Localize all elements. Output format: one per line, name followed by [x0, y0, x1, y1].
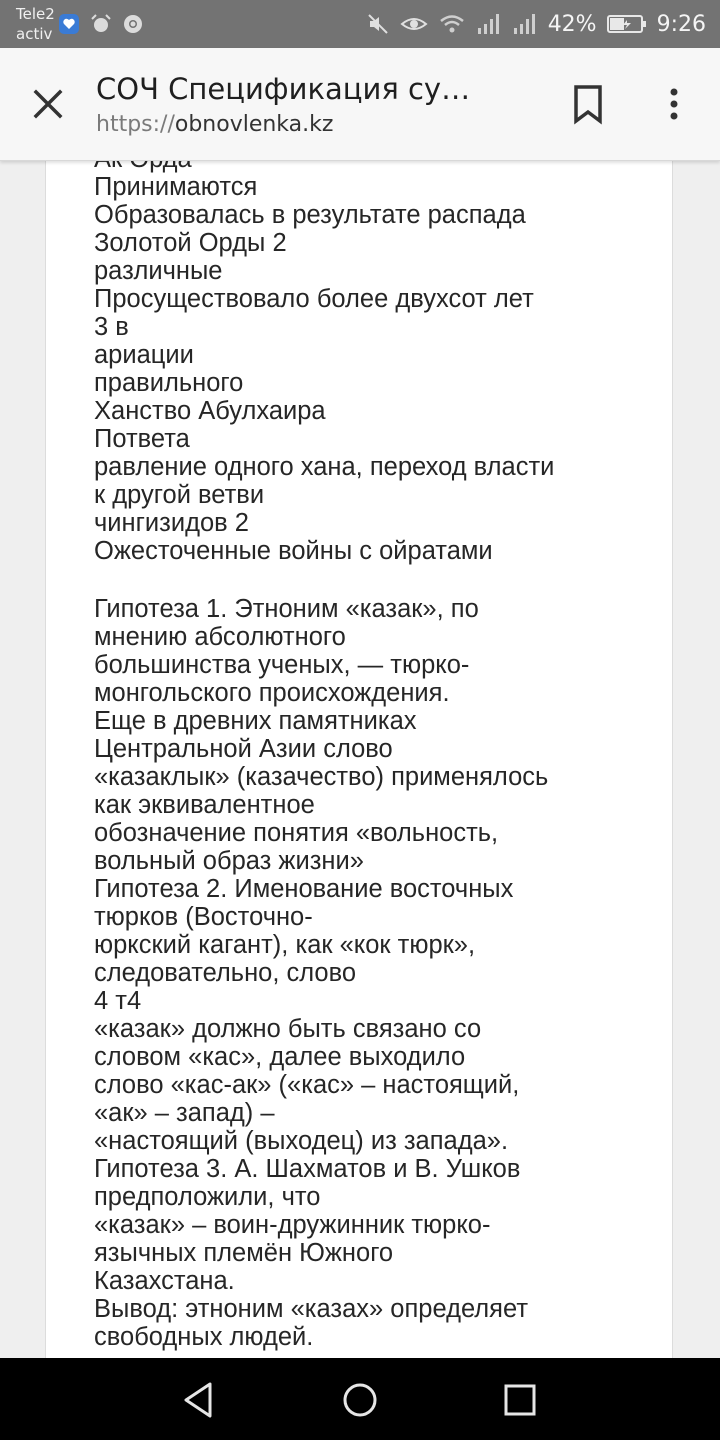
back-icon[interactable]	[178, 1378, 222, 1422]
url-display[interactable]	[96, 112, 333, 137]
text-line: Вывод: этноним «казах» определяет	[94, 1295, 528, 1323]
text-line: юркский кагант), как «кок тюрк»,	[94, 931, 476, 959]
document-text	[94, 145, 694, 1351]
text-line: «казак» должно быть связано со	[94, 1015, 482, 1043]
battery-percent: 42%	[547, 11, 597, 37]
battery-icon	[607, 12, 647, 36]
text-line: «казак» – воин-дружинник тюрко-	[94, 1211, 491, 1239]
status-right	[366, 0, 706, 48]
text-line: ариации	[94, 341, 194, 369]
text-line: к другой ветви	[94, 481, 265, 509]
notification-icons	[58, 13, 144, 35]
text-line: монгольского происхождения.	[94, 679, 450, 707]
carrier-name: Tele2	[16, 5, 55, 23]
url-host: obnovlenka.kz	[174, 112, 334, 137]
text-line: мнению абсолютного	[94, 623, 346, 651]
text-line: свободных людей.	[94, 1323, 314, 1351]
messenger-icon	[58, 13, 80, 35]
text-line: Принимаются	[94, 173, 258, 201]
text-line: Гипотеза 3. А. Шахматов и В. Ушков	[94, 1155, 521, 1183]
text-line: предположили, что	[94, 1183, 321, 1211]
text-line: тюрков (Восточно-	[94, 903, 313, 931]
text-line: равление одного хана, переход власти	[94, 453, 555, 481]
text-line	[94, 565, 694, 595]
eye-icon	[400, 12, 428, 36]
text-line: Казахстана.	[94, 1267, 235, 1295]
text-line: как эквивалентное	[94, 791, 315, 819]
wifi-icon	[438, 12, 466, 36]
text-line: Образовалась в результате распада	[94, 201, 526, 229]
clock: 9:26	[656, 11, 706, 37]
chrome-icon	[122, 13, 144, 35]
signal-icon	[476, 12, 502, 36]
text-line: следовательно, слово	[94, 959, 357, 987]
text-line: «настоящий (выходец) из запада».	[94, 1127, 509, 1155]
text-line: Гипотеза 1. Этноним «казак», по	[94, 595, 479, 623]
custom-tab-toolbar	[0, 48, 720, 161]
text-line: правильного	[94, 369, 244, 397]
recents-icon[interactable]	[498, 1378, 542, 1422]
text-line: Центральной Азии слово	[94, 735, 393, 763]
mute-icon	[366, 12, 390, 36]
text-line: слово «кас-ак» («кас» – настоящий,	[94, 1071, 520, 1099]
home-icon[interactable]	[338, 1378, 382, 1422]
text-line: 3 в	[94, 313, 129, 341]
navigation-bar	[0, 1358, 720, 1440]
bookmark-icon[interactable]	[568, 82, 608, 126]
text-line: «казаклык» (казачество) применялось	[94, 763, 549, 791]
close-icon[interactable]	[26, 82, 70, 126]
text-line: обозначение понятия «вольность,	[94, 819, 499, 847]
page-content[interactable]	[0, 160, 720, 1358]
page-title: СОЧ Спецификация су…	[96, 72, 471, 106]
text-line: Ожесточенные войны с ойратами	[94, 537, 493, 565]
text-line: большинства ученых, — тюрко-	[94, 651, 470, 679]
text-line: различные	[94, 257, 223, 285]
text-line: Еще в древних памятниках	[94, 707, 417, 735]
text-line: Золотой Орды 2	[94, 229, 287, 257]
text-line: Ханство Абулхаира	[94, 397, 326, 425]
text-line: язычных племён Южного	[94, 1239, 394, 1267]
carrier-status: activ	[16, 25, 53, 43]
text-line: чингизидов 2	[94, 509, 249, 537]
text-line: 4 т4	[94, 987, 142, 1015]
text-line: вольный образ жизни»	[94, 847, 364, 875]
url-protocol: https://	[96, 112, 175, 137]
text-line: словом «кас», далее выходило	[94, 1043, 466, 1071]
text-line: Пответа	[94, 425, 190, 453]
text-line: Просуществовало более двухсот лет	[94, 285, 534, 313]
signal-icon	[512, 12, 538, 36]
text-line: Гипотеза 2. Именование восточных	[94, 875, 514, 903]
carrier-label	[16, 4, 55, 44]
more-vert-icon[interactable]	[656, 82, 692, 126]
alarm-icon	[90, 13, 112, 35]
status-bar	[0, 0, 720, 48]
text-line: «ак» – запад) –	[94, 1099, 275, 1127]
